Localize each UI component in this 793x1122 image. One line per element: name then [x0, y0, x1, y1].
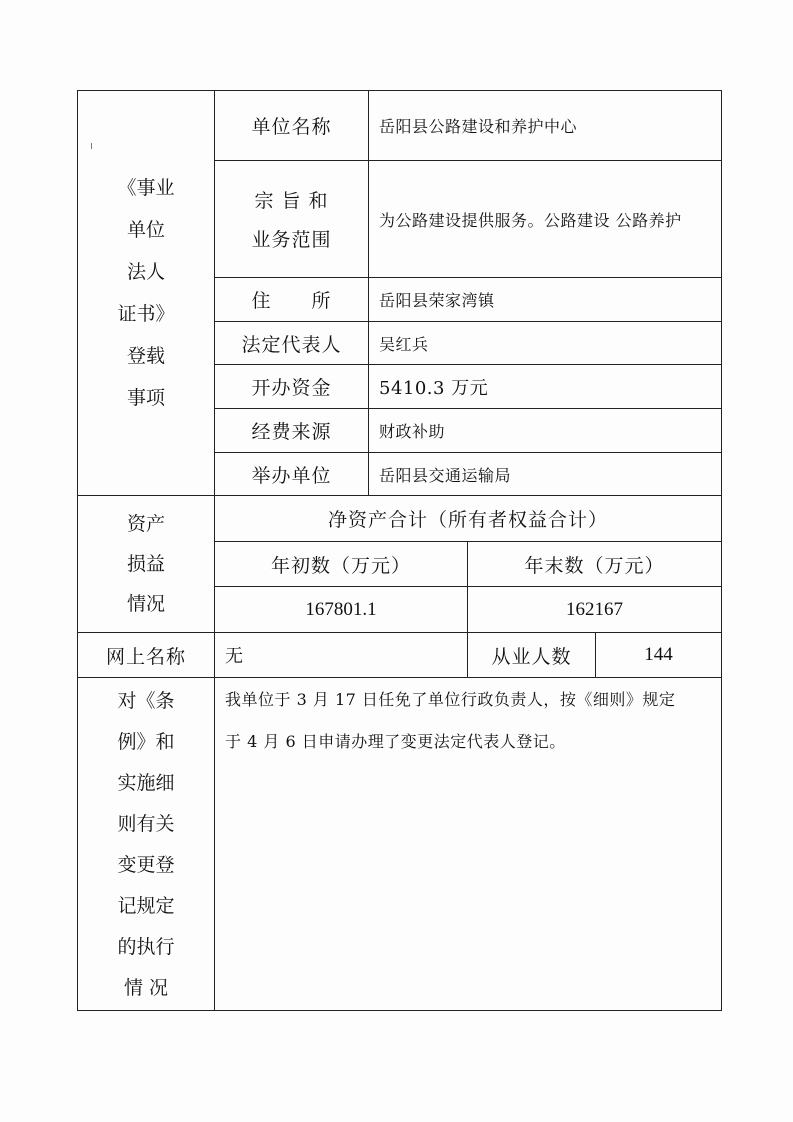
capital-value: 5410.3 万元 — [369, 365, 722, 409]
begin-of-year-value: 167801.1 — [215, 587, 468, 633]
compliance-label-line: 实施细 — [117, 771, 175, 794]
registration-section-label-cell — [78, 91, 215, 496]
address-label: 住 所 — [215, 278, 369, 322]
registration-label-line: 《事业 — [117, 177, 175, 199]
row-compliance — [78, 678, 722, 1011]
legal-rep-label: 法定代表人 — [215, 322, 369, 365]
compliance-section-label — [78, 690, 214, 999]
registration-label-line: 法人 — [126, 261, 165, 283]
end-of-year-label: 年末数（万元） — [468, 542, 722, 587]
funding-value: 财政补助 — [369, 409, 722, 453]
registration-label-line: 事项 — [126, 387, 165, 409]
compliance-label-line: 对《条 — [117, 689, 175, 712]
registration-label-line: 证书》 — [117, 303, 175, 325]
assets-section-label — [78, 513, 214, 615]
address-value: 岳阳县荣家湾镇 — [369, 278, 722, 322]
sponsor-label: 举办单位 — [215, 453, 369, 496]
begin-of-year-label: 年初数（万元） — [215, 542, 468, 587]
purpose-value: 为公路建设提供服务。公路建设 公路养护 — [369, 161, 722, 278]
assets-section-label-cell — [78, 496, 215, 633]
compliance-label-line: 则有关 — [117, 812, 175, 835]
end-of-year-value: 162167 — [468, 587, 722, 633]
purpose-label-line: 业务范围 — [251, 229, 332, 251]
unit-name-label: 单位名称 — [215, 91, 369, 161]
purpose-label-line: 宗 旨 和 — [254, 190, 329, 212]
registration-label-line: 登载 — [126, 345, 165, 367]
sponsor-value: 岳阳县交通运输局 — [369, 453, 722, 496]
compliance-label-line: 变更登 — [117, 853, 175, 876]
compliance-text-line: 于 4 月 6 日申请办理了变更法定代表人登记。 — [225, 732, 566, 751]
row-assets-header — [78, 496, 722, 542]
funding-label: 经费来源 — [215, 409, 369, 453]
legal-rep-value: 吴红兵 — [369, 322, 722, 365]
registration-table — [77, 90, 722, 1011]
online-name-label: 网上名称 — [78, 633, 215, 678]
online-name-value: 无 — [215, 633, 468, 678]
compliance-text-line: 我单位于 3 月 17 日任免了单位行政负责人，按《细则》规定 — [225, 690, 676, 709]
compliance-label-line: 记规定 — [117, 894, 175, 917]
row-online-name — [78, 633, 722, 678]
compliance-text — [215, 678, 722, 1011]
purpose-label — [215, 161, 369, 278]
assets-label-line: 资产 — [126, 513, 165, 535]
assets-label-line: 损益 — [126, 553, 165, 575]
compliance-label-line: 情 况 — [123, 976, 169, 999]
compliance-label-line: 例》和 — [117, 730, 175, 753]
compliance-label-line: 的执行 — [117, 935, 175, 958]
staff-count-label: 从业人数 — [468, 633, 596, 678]
net-assets-header: 净资产合计（所有者权益合计） — [215, 496, 722, 542]
staff-count-value: 144 — [596, 633, 722, 678]
registration-label-line: 单位 — [126, 219, 165, 241]
unit-name-value: 岳阳县公路建设和养护中心 — [369, 91, 722, 161]
registration-section-label — [78, 177, 214, 409]
row-unit-name — [78, 91, 722, 161]
capital-label: 开办资金 — [215, 365, 369, 409]
assets-label-line: 情况 — [126, 593, 165, 615]
compliance-section-label-cell — [78, 678, 215, 1011]
